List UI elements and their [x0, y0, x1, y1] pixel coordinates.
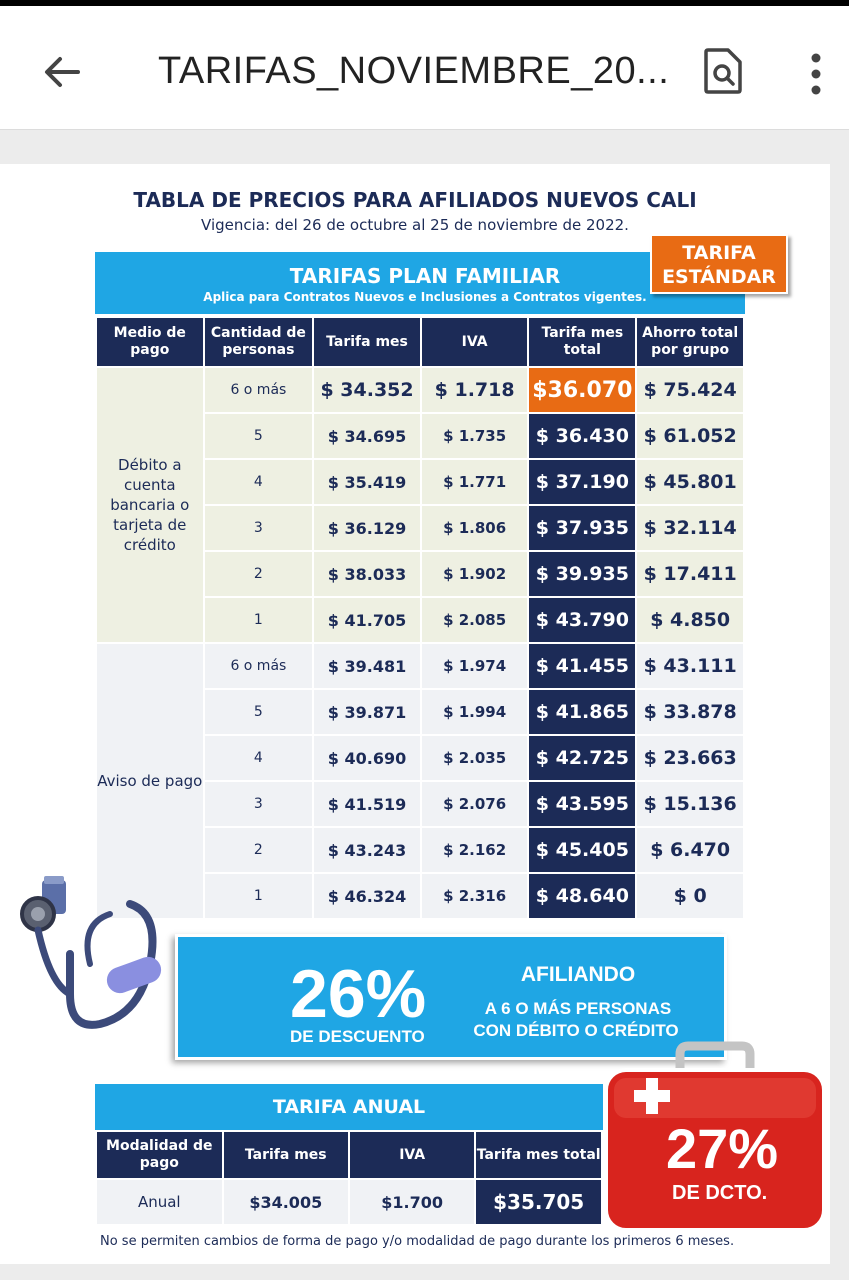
- table-row: [96, 367, 744, 413]
- tarifa-cell: $34.005: [223, 1179, 349, 1225]
- iva-cell: $1.700: [349, 1179, 475, 1225]
- ahorro-cell: $ 17.411: [636, 551, 744, 597]
- modalidad-cell: Anual: [96, 1179, 223, 1225]
- ahorro-cell: $ 33.878: [636, 689, 744, 735]
- tarifa-cell: $ 41.519: [313, 781, 421, 827]
- total-cell: $ 45.405: [528, 827, 636, 873]
- table-row: [96, 1179, 602, 1225]
- promo-percent: 26%: [290, 956, 427, 1032]
- iva-cell: $ 1.771: [421, 459, 529, 505]
- qty-cell: 4: [204, 735, 314, 781]
- iva-cell: $ 1.994: [421, 689, 529, 735]
- total-cell: $ 41.865: [528, 689, 636, 735]
- ahorro-cell: $ 32.114: [636, 505, 744, 551]
- total-cell: $ 36.430: [528, 413, 636, 459]
- qty-cell: 4: [204, 459, 314, 505]
- footnote: No se permiten cambios de forma de pago y/o modalidad de pago durante los primeros 6 meses.: [100, 1234, 735, 1249]
- kit-desc: DE DCTO.: [672, 1182, 768, 1204]
- total-cell: $ 39.935: [528, 551, 636, 597]
- tarifa-cell: $ 43.243: [313, 827, 421, 873]
- total-cell-highlight: $36.070: [528, 367, 636, 413]
- plan-header: [95, 252, 745, 314]
- rates-table: [95, 316, 745, 920]
- arrow-left-icon[interactable]: [40, 50, 84, 94]
- tarifa-cell: $ 39.481: [313, 643, 421, 689]
- annual-table: [95, 1130, 603, 1226]
- ahorro-cell: $ 6.470: [636, 827, 744, 873]
- tarifa-cell: $ 34.695: [313, 413, 421, 459]
- validity-text: Vigencia: del 26 de octubre al 25 de noviembre de 2022.: [201, 216, 629, 234]
- header-modalidad: Modalidad de pago: [96, 1131, 223, 1179]
- find-in-page-icon[interactable]: [700, 46, 746, 96]
- header-tarifa-total: Tarifa mes total: [475, 1131, 602, 1179]
- header-cantidad: Cantidad de personas: [204, 317, 314, 367]
- total-cell: $ 43.595: [528, 781, 636, 827]
- qty-cell: 6 o más: [204, 643, 314, 689]
- tag-line1: TARIFA: [682, 242, 756, 264]
- qty-cell: 2: [204, 827, 314, 873]
- iva-cell: $ 2.035: [421, 735, 529, 781]
- ahorro-cell: $ 15.136: [636, 781, 744, 827]
- qty-cell: 1: [204, 597, 314, 643]
- total-cell: $ 42.725: [528, 735, 636, 781]
- ahorro-cell: $ 0: [636, 873, 744, 919]
- iva-cell: $ 1.902: [421, 551, 529, 597]
- qty-cell: 1: [204, 873, 314, 919]
- tarifa-cell: $ 36.129: [313, 505, 421, 551]
- tarifa-cell: $ 40.690: [313, 735, 421, 781]
- kit-percent: 27%: [666, 1117, 779, 1180]
- total-cell: $ 43.790: [528, 597, 636, 643]
- promo-desc: DE DESCUENTO: [290, 1027, 425, 1046]
- iva-cell: $ 2.085: [421, 597, 529, 643]
- qty-cell: 3: [204, 781, 314, 827]
- tarifa-cell: $ 41.705: [313, 597, 421, 643]
- qty-cell: 5: [204, 413, 314, 459]
- total-cell: $ 41.455: [528, 643, 636, 689]
- annual-header: [95, 1084, 603, 1130]
- iva-cell: $ 2.316: [421, 873, 529, 919]
- app-bar: [0, 6, 849, 130]
- qty-cell: 6 o más: [204, 367, 314, 413]
- iva-cell: $ 1.718: [421, 367, 529, 413]
- iva-cell: $ 1.806: [421, 505, 529, 551]
- document-title: TARIFAS_NOVIEMBRE_20...: [158, 50, 670, 92]
- header-ahorro: Ahorro total por grupo: [636, 317, 744, 367]
- ahorro-cell: $ 61.052: [636, 413, 744, 459]
- ahorro-cell: $ 45.801: [636, 459, 744, 505]
- total-cell: $35.705: [475, 1179, 602, 1225]
- annual-header-row: [96, 1131, 602, 1179]
- annual-title: TARIFA ANUAL: [272, 1096, 426, 1118]
- document-page: [0, 164, 830, 1264]
- header-iva: IVA: [349, 1131, 475, 1179]
- table-header-row: [96, 317, 744, 367]
- payment-method-aviso: Aviso de pago: [96, 643, 204, 919]
- promo-line1: AFILIANDO: [520, 963, 636, 986]
- total-cell: $ 37.190: [528, 459, 636, 505]
- promo-line2: A 6 O MÁS PERSONAS: [484, 999, 672, 1018]
- plan-title: TARIFAS PLAN FAMILIAR: [289, 264, 561, 288]
- qty-cell: 5: [204, 689, 314, 735]
- header-iva: IVA: [421, 317, 529, 367]
- table-title: TABLA DE PRECIOS PARA AFILIADOS NUEVOS CALI: [133, 188, 697, 212]
- header-medio-pago: Medio de pago: [96, 317, 204, 367]
- ahorro-cell: $ 75.424: [636, 367, 744, 413]
- tarifa-cell: $ 39.871: [313, 689, 421, 735]
- header-tarifa-mes: Tarifa mes: [223, 1131, 349, 1179]
- iva-cell: $ 2.162: [421, 827, 529, 873]
- total-cell: $ 37.935: [528, 505, 636, 551]
- payment-method-debito: Débito a cuenta bancaria o tarjeta de crédito: [96, 367, 204, 643]
- tag-line2: ESTÁNDAR: [662, 266, 776, 288]
- iva-cell: $ 1.735: [421, 413, 529, 459]
- header-tarifa-total: Tarifa mes total: [528, 317, 636, 367]
- qty-cell: 2: [204, 551, 314, 597]
- tarifa-cell: $ 38.033: [313, 551, 421, 597]
- total-cell: $ 48.640: [528, 873, 636, 919]
- ahorro-cell: $ 43.111: [636, 643, 744, 689]
- stethoscope-icon: [10, 874, 170, 1054]
- more-vert-icon[interactable]: [806, 52, 826, 96]
- qty-cell: 3: [204, 505, 314, 551]
- tarifa-cell: $ 46.324: [313, 873, 421, 919]
- iva-cell: $ 1.974: [421, 643, 529, 689]
- iva-cell: $ 2.076: [421, 781, 529, 827]
- plan-subtitle: Aplica para Contratos Nuevos e Inclusiones a Contratos vigentes.: [203, 290, 647, 304]
- ahorro-cell: $ 23.663: [636, 735, 744, 781]
- header-tarifa-mes: Tarifa mes: [313, 317, 421, 367]
- standard-rate-tag: [650, 234, 788, 294]
- tarifa-cell: $ 35.419: [313, 459, 421, 505]
- promo-line3: CON DÉBITO O CRÉDITO: [473, 1021, 679, 1040]
- tarifa-cell: $ 34.352: [313, 367, 421, 413]
- table-row: [96, 643, 744, 689]
- ahorro-cell: $ 4.850: [636, 597, 744, 643]
